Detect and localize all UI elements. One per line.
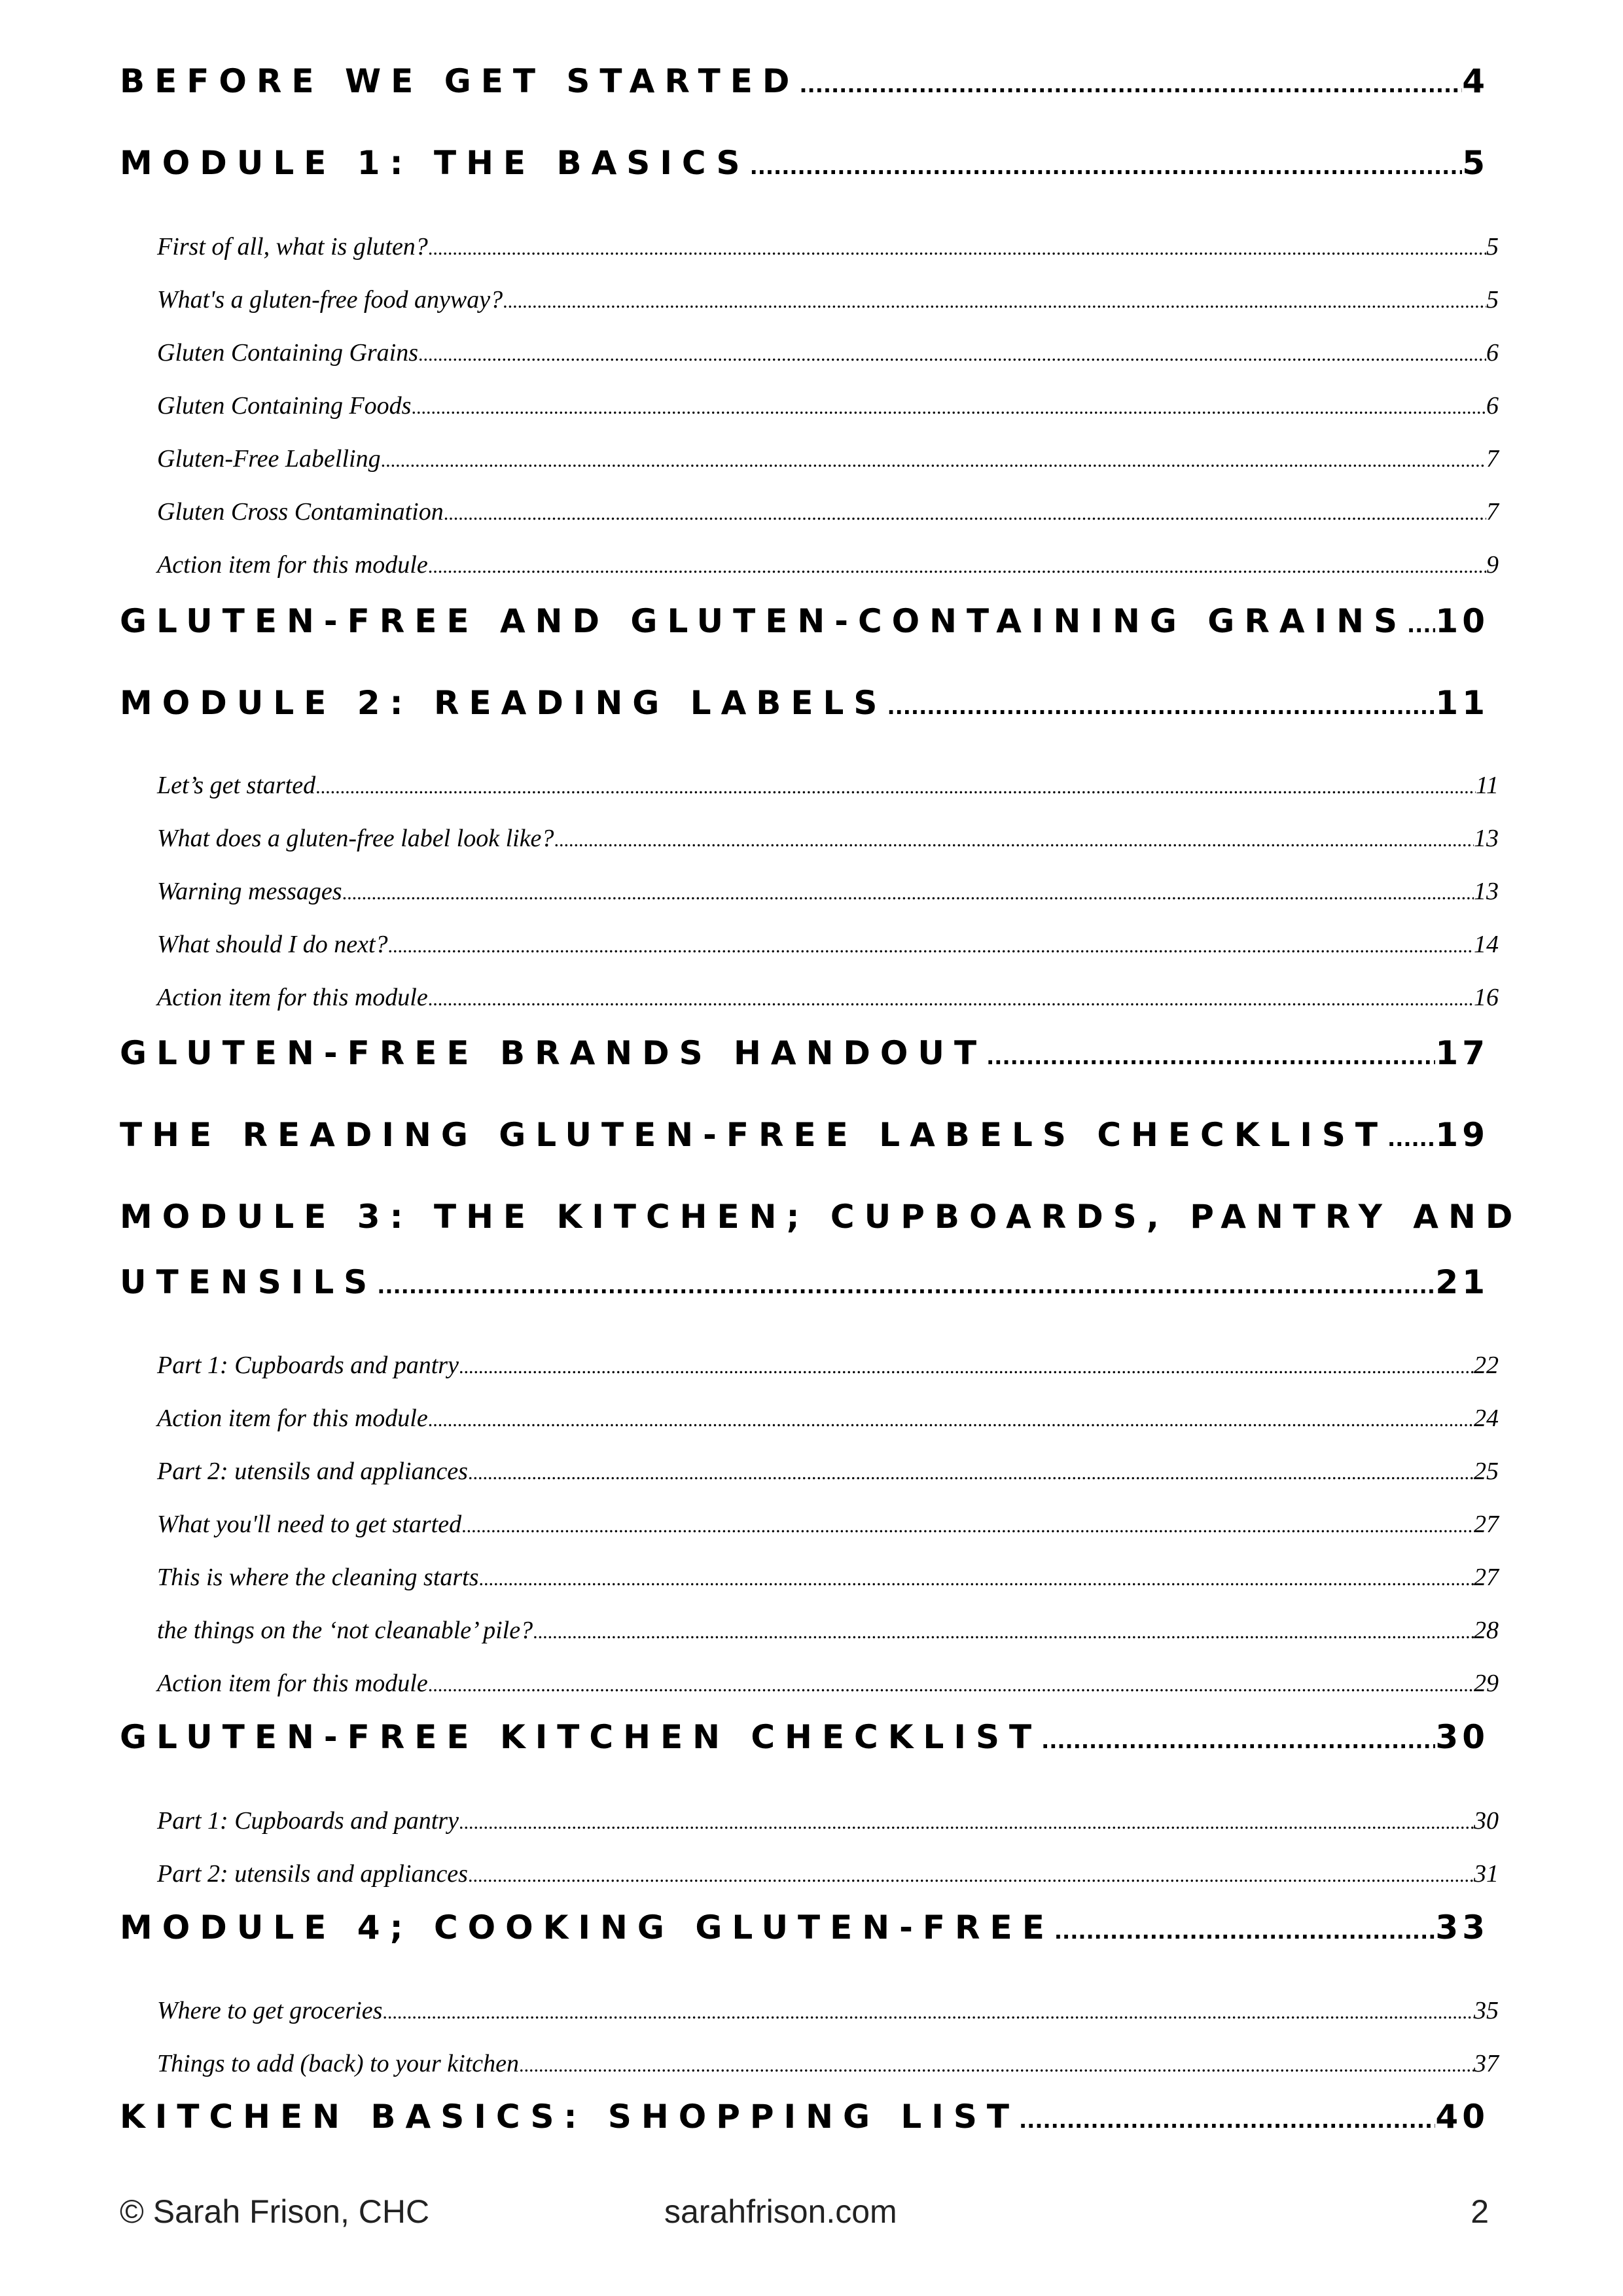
toc-entry-title: This is where the cleaning starts [157, 1564, 479, 1591]
toc-entry-title: What does a gluten-free label look like? [157, 825, 554, 852]
toc-entry-title: Gluten Containing Grains [157, 339, 419, 367]
toc-entry-page: 28 [1474, 1617, 1499, 1644]
toc-entry-page: 21 [1435, 1263, 1489, 1301]
toc-leader [461, 1515, 1474, 1537]
toc-entry-page: 6 [1486, 392, 1499, 420]
toc-entry-page: 24 [1474, 1405, 1499, 1432]
toc-subentry[interactable] [157, 771, 1499, 800]
toc-entry-page: 22 [1474, 1352, 1499, 1379]
toc-leader [986, 1045, 1435, 1069]
toc-leader [428, 1674, 1474, 1696]
toc-entry-page: 25 [1474, 1458, 1499, 1485]
toc-entry-shopping-list[interactable] [120, 2098, 1489, 2136]
toc-subentry[interactable] [157, 1806, 1499, 1835]
toc-leader [1019, 2108, 1435, 2133]
toc-entry-page: 29 [1474, 1670, 1499, 1697]
toc-leader [750, 154, 1463, 179]
toc-leader [799, 73, 1462, 98]
toc-leader [388, 935, 1474, 958]
toc-entry-page: 9 [1486, 551, 1499, 579]
toc-entry-page: 7 [1486, 498, 1499, 526]
toc-leader [411, 397, 1486, 419]
toc-leader [381, 450, 1486, 472]
toc-subentry[interactable] [157, 2049, 1499, 2078]
toc-entry-page: 6 [1486, 339, 1499, 367]
toc-leader [444, 503, 1486, 525]
toc-entry-page: 5 [1486, 233, 1499, 260]
toc-entry-page: 14 [1474, 931, 1499, 958]
toc-entry-page: 31 [1474, 1860, 1499, 1888]
toc-entry-page: 40 [1435, 2098, 1489, 2136]
toc-entry-page: 35 [1474, 1997, 1499, 2024]
toc-subentry[interactable] [157, 1669, 1499, 1698]
toc-entry-title: MODULE 2: READING LABELS [120, 684, 887, 722]
toc-leader [887, 694, 1435, 719]
toc-subentry[interactable] [157, 338, 1499, 367]
toc-entry-page: 33 [1435, 1909, 1489, 1946]
toc-entry-title: What's a gluten-free food anyway? [157, 286, 503, 314]
toc-subentry[interactable] [157, 877, 1499, 906]
toc-entry-title: BEFORE WE GET STARTED [120, 62, 800, 100]
toc-leader [479, 1568, 1474, 1590]
toc-leader [1054, 1919, 1436, 1944]
toc-entry-module-3-line1[interactable]: MODULE 3: THE KITCHEN; CUPBOARDS, PANTRY AND [120, 1198, 1523, 1236]
toc-entry-title: Action item for this module [157, 1670, 428, 1697]
toc-entry-title: Part 2: utensils and appliances [157, 1458, 468, 1485]
toc-entry-page: 4 [1462, 62, 1489, 100]
toc-entry-page: 13 [1474, 825, 1499, 852]
toc-entry-page: 11 [1475, 772, 1499, 799]
toc-entry-page: 30 [1474, 1807, 1499, 1835]
toc-entry-title: Where to get groceries [157, 1997, 383, 2024]
toc-leader [468, 1462, 1474, 1484]
toc-subentry[interactable] [157, 1351, 1499, 1380]
toc-entry-page: 27 [1474, 1564, 1499, 1591]
toc-entry-title: First of all, what is gluten? [157, 233, 428, 260]
toc-entry-title: Part 2: utensils and appliances [157, 1860, 468, 1888]
toc-entry-page: 37 [1474, 2050, 1499, 2077]
toc-entry-title: What you'll need to get started [157, 1511, 462, 1538]
toc-subentry[interactable] [157, 824, 1499, 853]
toc-entry-page: 30 [1435, 1718, 1489, 1756]
toc-entry-module-3[interactable] [120, 1263, 1489, 1301]
toc-entry-module-4[interactable] [120, 1909, 1489, 1946]
toc-entry-title: the things on the ‘not cleanable’ pile? [157, 1617, 533, 1644]
toc-entry-page: 5 [1462, 144, 1489, 182]
toc-subentry[interactable] [157, 497, 1499, 526]
toc-entry-page: 5 [1486, 286, 1499, 314]
toc-subentry[interactable] [157, 1510, 1499, 1539]
toc-entry-title: Warning messages [157, 878, 342, 905]
toc-subentry[interactable] [157, 1563, 1499, 1592]
toc-leader [1387, 1126, 1435, 1151]
toc-leader [428, 988, 1474, 1011]
toc-entry-title: Gluten-Free Labelling [157, 445, 381, 473]
toc-entry-page: 13 [1474, 878, 1499, 905]
toc-entry-page: 27 [1474, 1511, 1499, 1538]
toc-entry-title: Action item for this module [157, 551, 428, 579]
toc-entry-title: Let’s get started [157, 772, 316, 799]
toc-entry-title: Gluten Containing Foods [157, 392, 412, 420]
toc-leader [377, 1274, 1435, 1299]
toc-entry-title: KITCHEN BASICS: SHOPPING LIST [120, 2098, 1019, 2136]
toc-entry-title: MODULE 4; COOKING GLUTEN-FREE [120, 1909, 1054, 1946]
toc-subentry[interactable] [157, 1996, 1499, 2025]
toc-leader [554, 829, 1474, 852]
toc-subentry[interactable] [157, 1859, 1499, 1888]
toc-leader [382, 2001, 1474, 2024]
toc-entry-title: GLUTEN-FREE KITCHEN CHECKLIST [120, 1718, 1042, 1756]
toc-entry-title: Action item for this module [157, 984, 428, 1011]
toc-subentry[interactable] [157, 1404, 1499, 1433]
toc-entry-title: Part 1: Cupboards and pantry [157, 1807, 459, 1835]
toc-entry-page: 19 [1435, 1116, 1489, 1154]
toc-entry-title: GLUTEN-FREE AND GLUTEN-CONTAINING GRAINS [120, 602, 1407, 640]
toc-entry-page: 11 [1435, 684, 1489, 722]
footer-website[interactable]: sarahfrison.com [664, 2193, 897, 2230]
toc-subentry[interactable] [157, 232, 1499, 261]
toc-leader [503, 291, 1486, 313]
toc-entry-title: THE READING GLUTEN-FREE LABELS CHECKLIST [120, 1116, 1388, 1154]
toc-entry-kitchen-checklist[interactable] [120, 1718, 1489, 1756]
footer-copyright: © Sarah Frison, CHC [120, 2193, 430, 2230]
toc-subentry[interactable] [157, 983, 1499, 1012]
toc-entry-page: 16 [1474, 984, 1499, 1011]
toc-subentry[interactable] [157, 1616, 1499, 1645]
toc-leader [428, 556, 1486, 578]
toc-entry-title: Things to add (back) to your kitchen [157, 2050, 520, 2077]
toc-entry-title: GLUTEN-FREE BRANDS HANDOUT [120, 1034, 987, 1072]
toc-leader [315, 776, 1476, 798]
toc-entry-page: 7 [1486, 445, 1499, 473]
toc-leader [519, 2054, 1474, 2077]
toc-entry-page: 10 [1435, 602, 1489, 640]
footer-page-number: 2 [1471, 2193, 1489, 2230]
toc-entry-labels-checklist[interactable] [120, 1116, 1489, 1154]
toc-entry-module-2[interactable] [120, 684, 1489, 722]
toc-entry-title: Gluten Cross Contamination [157, 498, 444, 526]
toc-subentry[interactable] [157, 930, 1499, 959]
toc-entry-title: What should I do next? [157, 931, 388, 958]
toc-leader [428, 1409, 1474, 1431]
toc-entry-module-1[interactable] [120, 144, 1489, 182]
toc-leader [1041, 1729, 1435, 1753]
toc-leader [1407, 613, 1435, 637]
toc-subentry[interactable] [157, 285, 1499, 314]
toc-leader [459, 1356, 1474, 1378]
toc-entry-title: Part 1: Cupboards and pantry [157, 1352, 459, 1379]
toc-entry-title: UTENSILS [120, 1263, 378, 1301]
toc-subentry[interactable] [157, 1457, 1499, 1486]
toc-leader [468, 1865, 1474, 1887]
toc-entry-grains[interactable] [120, 602, 1489, 640]
toc-leader [533, 1621, 1474, 1643]
toc-subentry[interactable] [157, 391, 1499, 420]
toc-leader [459, 1812, 1474, 1834]
toc-entry-title: MODULE 1: THE BASICS [120, 144, 750, 182]
toc-entry-page: 17 [1435, 1034, 1489, 1072]
toc-subentry[interactable] [157, 550, 1499, 579]
toc-entry-before-we-get-started[interactable] [120, 62, 1489, 100]
toc-leader [418, 344, 1486, 366]
toc-entry-brands-handout[interactable] [120, 1034, 1489, 1072]
toc-leader [342, 882, 1474, 905]
toc-leader [428, 238, 1486, 260]
toc-subentry[interactable] [157, 444, 1499, 473]
toc-entry-title: Action item for this module [157, 1405, 428, 1432]
